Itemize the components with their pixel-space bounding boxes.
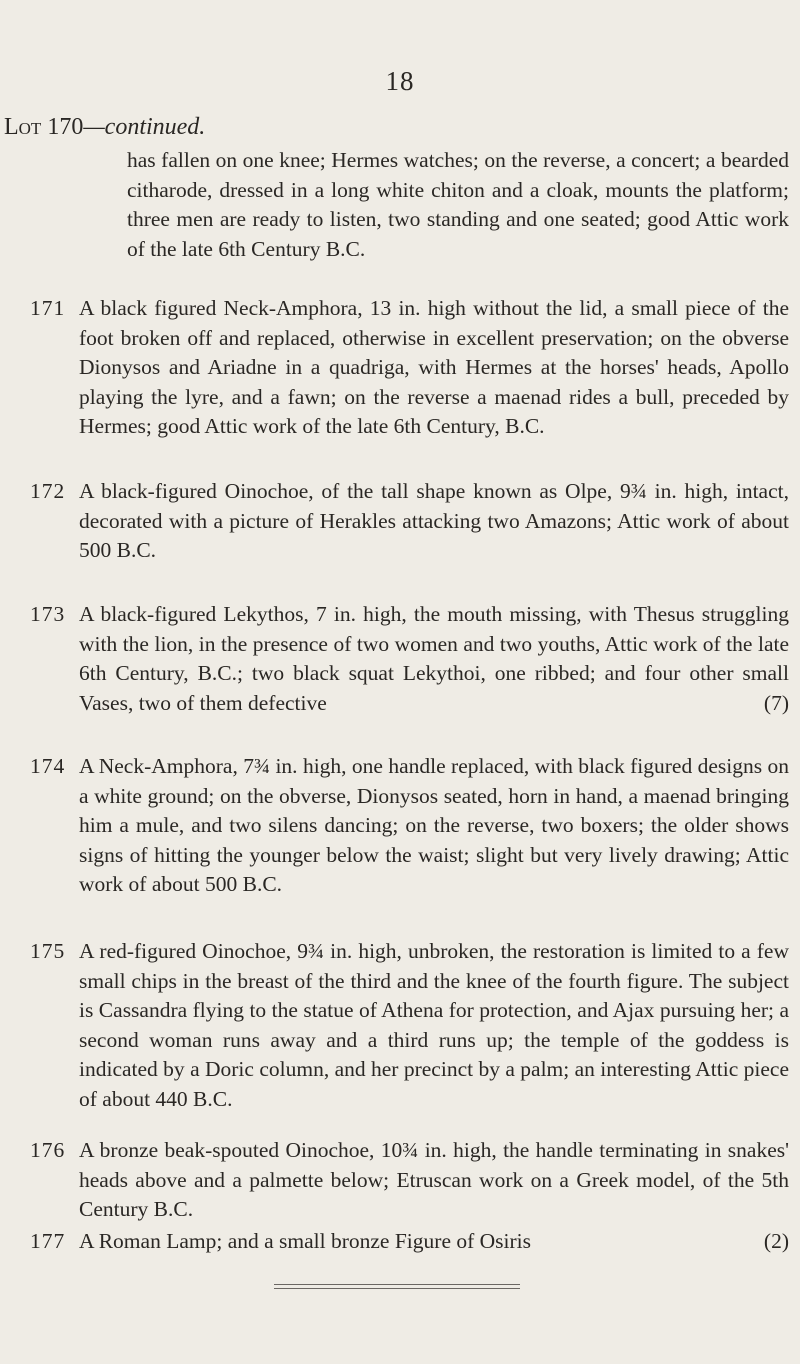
lot-description: A red-figured Oinochoe, 9¾ in. high, unbroken, the restoration is limited to a few small chips in the breast of the third and the knee of the fourth figure. The subject is Cassandra flying to the statue of Athena for protection, and Ajax pursuing her; a second woman runs away and a third runs up; the temple of the goddess is indicated by a Doric column, and her precinct by a palm; an interesting Attic piece of about 440 B.C.	[79, 939, 789, 1111]
lot-quantity: (2)	[763, 1229, 789, 1253]
lot-description	[79, 1227, 789, 1257]
lot-continuation-header	[4, 114, 205, 141]
lot-description-text: A Roman Lamp; and a small bronze Figure of Osiris	[79, 1229, 532, 1253]
lot-number: 174	[30, 754, 66, 778]
section-divider-rule	[274, 1284, 520, 1289]
lot-ref: 170	[47, 114, 84, 140]
lot-quantity: (7)	[763, 690, 789, 715]
lot-description: A bronze beak-spouted Oinochoe, 10¾ in. high, the handle terminating in snakes' heads above and a palmette below; Etruscan work on a Greek model, of the 5th Century B.C.	[79, 1138, 789, 1221]
lot-description: A black-figured Oinochoe, of the tall shape known as Olpe, 9¾ in. high, intact, decorated with a picture of Herakles attacking two Amazons; Attic work of about 500 B.C.	[79, 479, 789, 562]
lot-number: 177	[30, 1229, 66, 1253]
lot-description: A Neck-Amphora, 7¾ in. high, one handle replaced, with black figured designs on a white ground; on the obverse, Dionysos seated, horn in hand, a maenad bringing him a mule, and two silens dancing; on the reverse, two boxers; the older shows signs of hitting the younger below the waist; slight but very lively drawing; Attic work of about 500 B.C.	[79, 754, 789, 896]
lot-number: 171	[30, 296, 66, 320]
lot-description	[79, 600, 789, 718]
lot-description-text: A black-figured Lekythos, 7 in. high, the mouth missing, with Thesus struggling with the lion, in the presence of two women and two youths, Attic work of the late 6th Century, B.C.; two black squat Lekythoi, one ribbed; and four other small Vases, two of them defective	[79, 602, 789, 715]
lot-number: 172	[30, 479, 66, 503]
continuation-text: has fallen on one knee; Hermes watches; on the reverse, a concert; a bearded citharode, dressed in a long white chiton and a cloak, mounts the platform; three men are ready to listen, two standing and one seated; good Attic work of the late 6th Century B.C.	[127, 148, 789, 261]
lot-description: A black figured Neck-Amphora, 13 in. high without the lid, a small piece of the foot broken off and replaced, otherwise in excellent preservation; on the obverse Dionysos and Ariadne in a quadriga, with Hermes at the horses' heads, Apollo playing the lyre, and a fawn; on the reverse a maenad rides a bull, preceded by Hermes; good Attic work of the late 6th Century, B.C.	[79, 296, 789, 438]
lot-number: 173	[30, 602, 66, 626]
lot-number: 175	[30, 939, 66, 963]
page-number: 18	[385, 66, 415, 96]
lot-word: Lot	[4, 114, 42, 140]
continued-label: —continued.	[83, 114, 206, 140]
lot-number: 176	[30, 1138, 66, 1162]
